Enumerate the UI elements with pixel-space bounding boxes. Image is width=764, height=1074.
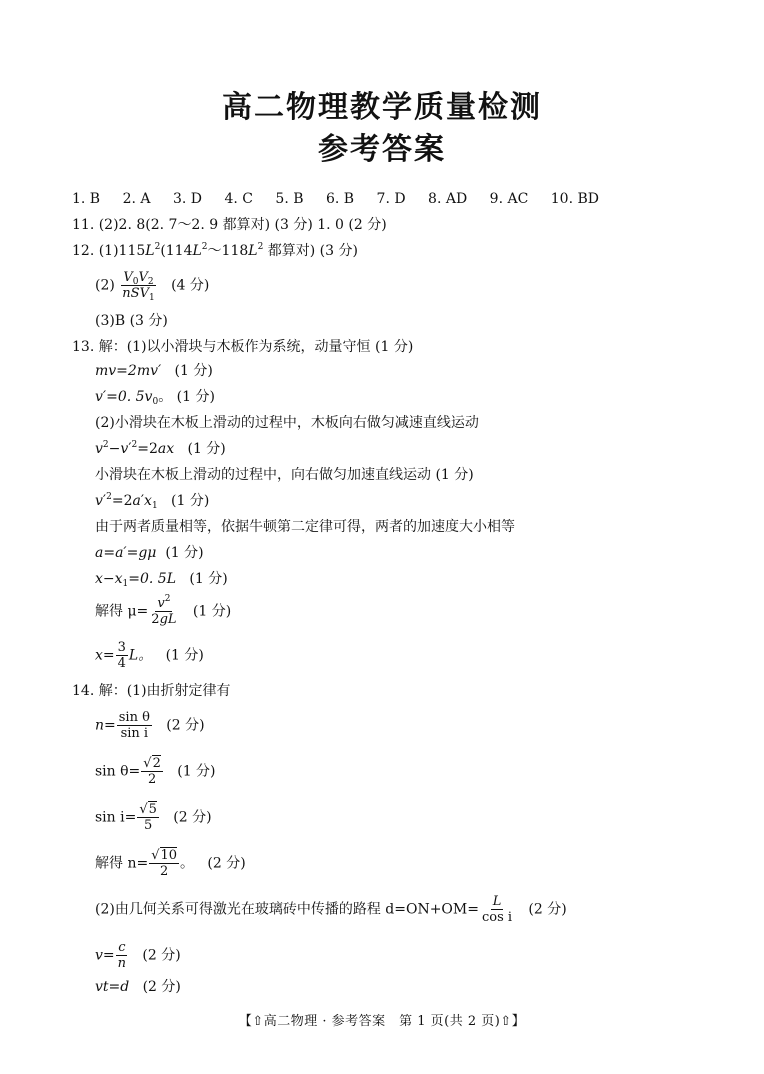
q13-line1: 13. 解：(1)以小滑块与木板作为系统，动量守恒 (1 分) [72,339,414,355]
mc-answer: 3. D [172,191,202,207]
q14-line7: v= $\frac{c}{n}$ (2 分) [95,940,181,971]
fraction: $\frac{\text{sin θ}}{\text{sin i}}$ [118,710,150,741]
q12-part3: (3)B (3 分) [95,313,168,329]
q12-part1: 12. $(1)115L^2(114L^2\sim 118L^2$ 都算对) (3 分) [72,242,358,259]
q13-line11: 解得 μ= $\frac{v^2}{2gL}$ (1 分) [95,594,232,627]
q13-line7: $v'^2=2a'x_1$ (1 分) [95,492,210,511]
fraction: $\frac{V_0V_2}{nSV_1}$ [122,270,155,303]
fraction: $\frac{√5}{5}$ [139,802,157,833]
q13-line8: 由于两者质量相等，依据牛顿第二定律可得，两者的加速度大小相等 [95,519,515,535]
page-footer: 【⇧高二物理 · 参考答案 第 1 页(共 2 页)⇧】 [238,1014,526,1029]
fraction: $\frac{c}{n}$ [117,940,127,971]
q14-line2: n= $\frac{\text{sin θ}}{\text{sin i}}$ (2 分) [95,710,205,741]
mc-answers [72,190,599,208]
fraction: $\frac{3}{4}$ [117,640,126,671]
q11-answer: 11. (2)2. 8(2. 7～2. 9 都算对) (3 分) 1. 0 (2 分) [72,217,387,233]
q14-line4: sin i= $\frac{√5}{5}$ (2 分) [95,802,212,833]
q13-line9: a=a′=gμ (1 分) [95,545,204,561]
mc-answer: 9. AC [489,191,529,207]
mc-answer: 2. A [122,191,151,207]
fraction: $\frac{v^2}{2gL}$ [151,594,177,627]
q14-line1: 14. 解：(1)由折射定律有 [72,683,231,699]
q13-line12: x= $\frac{3}{4}$ L。 (1 分) [95,640,204,671]
q13-line2: mv=2mv′ (1 分) [95,363,213,379]
page-title: 高二物理教学质量检测 [222,90,542,125]
fraction: $\frac{L}{\text{cos i}}$ [481,894,513,925]
mc-answer: 4. C [224,191,253,207]
q13-line5: $v^2-v'^2=2ax$ (1 分) [95,440,226,457]
q14-line8: vt=d (2 分) [95,979,181,995]
q14-line5: 解得 n= $\frac{√10}{2}$ 。 (2 分) [95,848,246,879]
mc-answer: 7. D [376,191,406,207]
mc-answer: 6. B [325,191,355,207]
q13-line6: 小滑块在木板上滑动的过程中，向右做匀加速直线运动 (1 分) [95,467,474,483]
mc-answer: 10. BD [550,191,599,207]
fraction: $\frac{√10}{2}$ [151,848,178,879]
q13-line3: v′=0. $5v_0$。 (1 分) [95,389,215,407]
q13-line10: $x-x_1=0$. 5L (1 分) [95,571,228,589]
q13-line4: (2)小滑块在木板上滑动的过程中，木板向右做匀减速直线运动 [95,415,479,431]
mc-answer: 5. B [275,191,304,207]
mc-answer: 8. AD [428,191,468,207]
page-subtitle: 参考答案 [318,132,446,167]
fraction: $\frac{√2}{2}$ [143,756,161,787]
mc-answer: 1. B [72,191,101,207]
q14-line6: (2)由几何关系可得激光在玻璃砖中传播的路程 d=ON+OM= $\frac{L}{\text{cos i}}$ (2 分) [95,894,567,925]
q12-part2: (2) $\frac{V_0V_2}{nSV_1}$ (4 分) [95,270,210,303]
q14-line3: sin θ= $\frac{√2}{2}$ (1 分) [95,756,216,787]
